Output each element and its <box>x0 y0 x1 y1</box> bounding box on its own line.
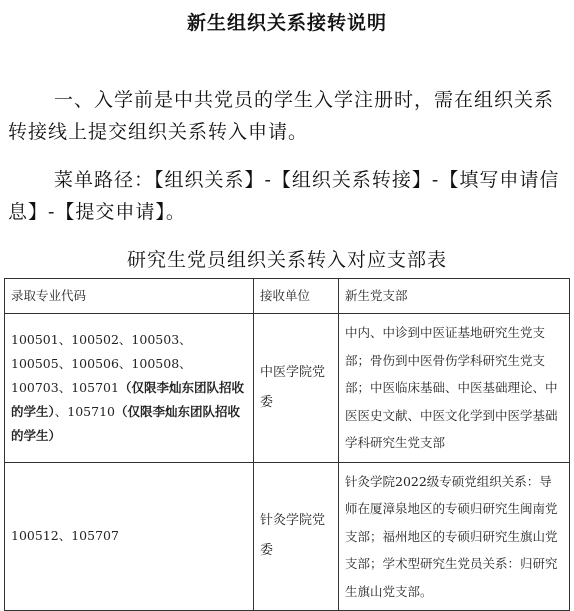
cell-party-branch: 中内、中诊到中医证基地研究生党支部；骨伤到中医骨伤学科研究生党支部；中医临床基础、中医基础理论、中医医史文献、中医文化学到中医学基础学科研究生党支部 <box>339 314 570 463</box>
table-row <box>5 314 570 463</box>
table-caption: 研究生党员组织关系转入对应支部表 <box>126 249 447 271</box>
cell-receiving-unit: 中医学院党委 <box>254 314 339 463</box>
codes-note-extra: （仅限李灿东团队招收的学生） <box>11 403 240 443</box>
cell-receiving-unit: 针灸学院党委 <box>254 462 339 611</box>
header-receiving-unit: 接收单位 <box>254 279 339 314</box>
page-title: 新生组织关系接转说明 <box>186 12 387 34</box>
branch-mapping-table <box>4 278 570 611</box>
cell-party-branch: 针灸学院2022级专硕党组织关系：导师在厦漳泉地区的专硕归研究生闽南党支部；福州地区的专硕归研究生旗山党支部；学术型研究生党员关系：归研究生旗山党支部。 <box>339 462 570 611</box>
codes-text: 100501、100502、100503、100505、100506、100508、100703、105701 <box>11 331 192 395</box>
cell-major-codes <box>5 314 254 463</box>
header-party-branch: 新生党支部 <box>339 279 570 314</box>
codes-note: （仅限李灿东团队招收的学生） <box>11 379 244 419</box>
paragraph-menu-path: 菜单路径：【组织关系】-【组织关系转接】-【填写申请信息】-【提交申请】。 <box>8 169 560 223</box>
paragraph-registration: 一、入学前是中共党员的学生入学注册时，需在组织关系转接线上提交组织关系转入申请。 <box>8 89 555 143</box>
table-row <box>5 462 570 611</box>
codes-text-extra: 、105710 <box>54 403 115 419</box>
table-header-row <box>5 279 570 314</box>
cell-major-codes: 100512、105707 <box>5 462 254 611</box>
header-major-code: 录取专业代码 <box>5 279 254 314</box>
